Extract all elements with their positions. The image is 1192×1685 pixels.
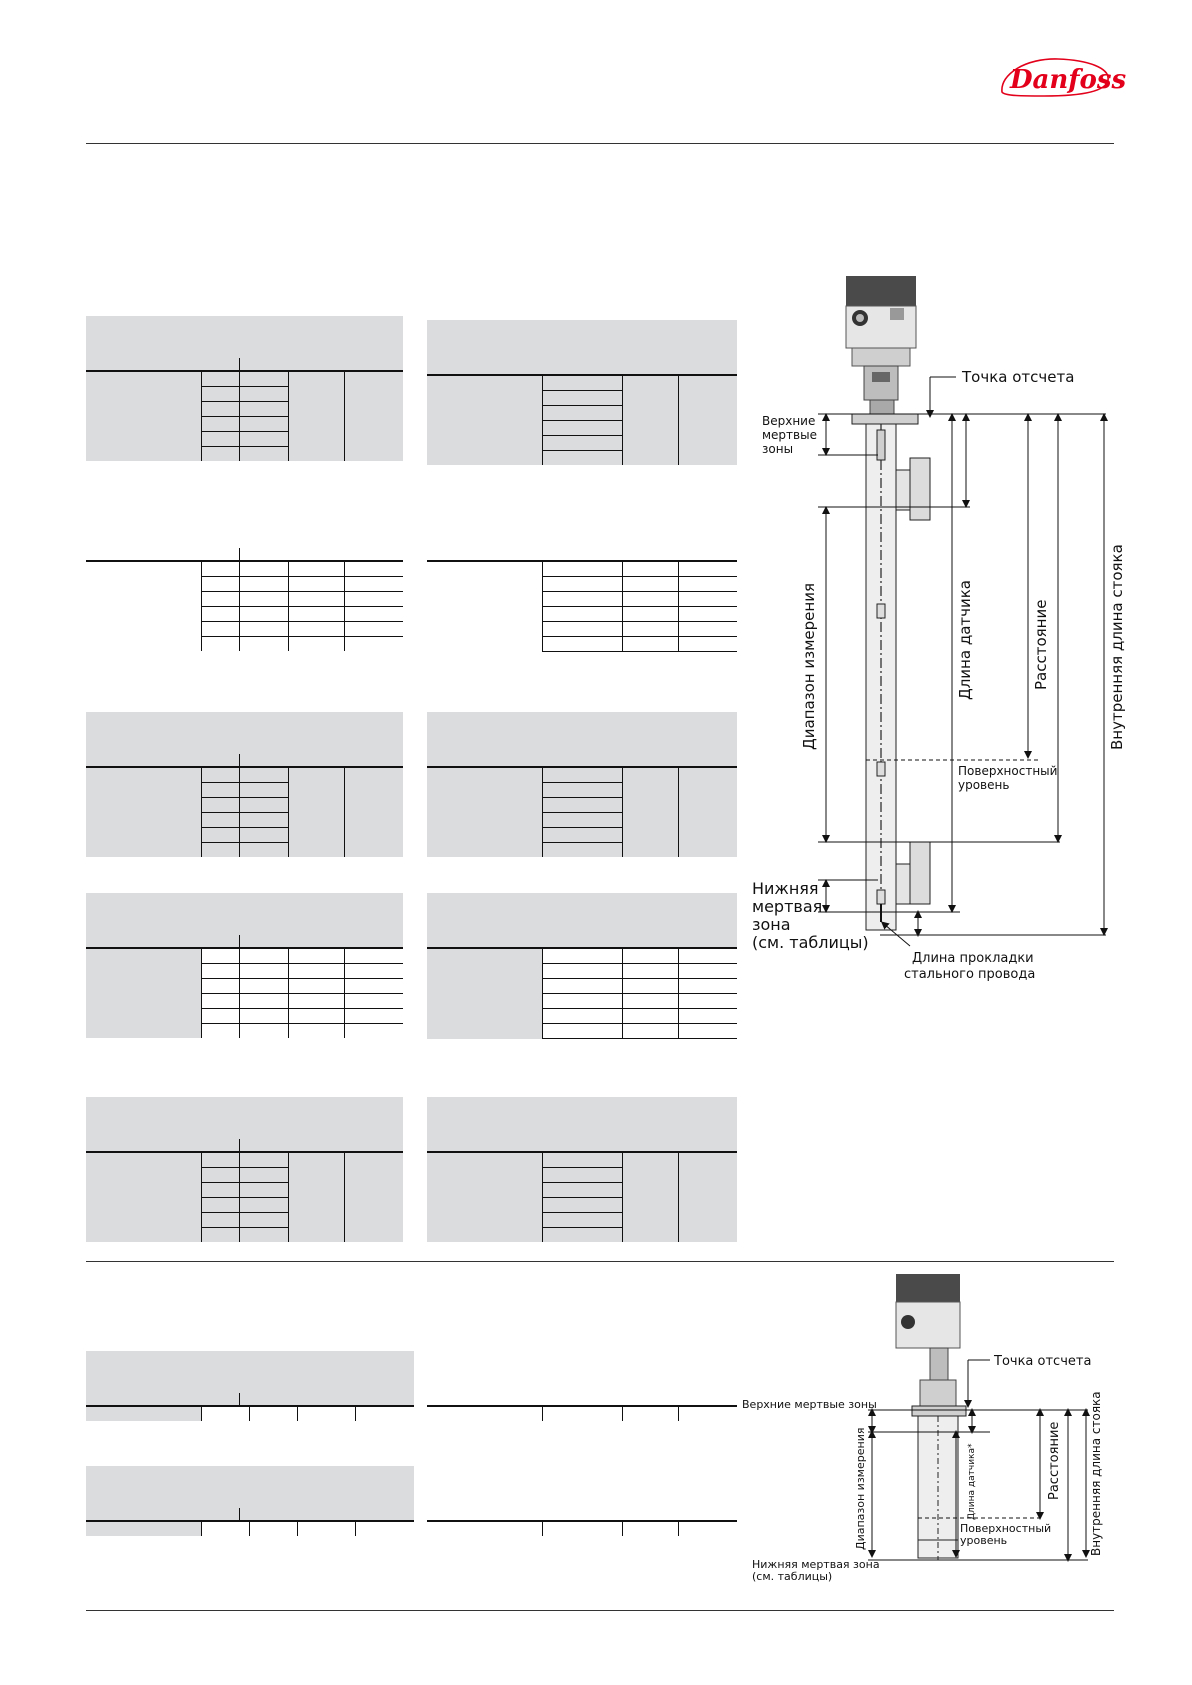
svg-text:Нижняя мертвая зона: Нижняя мертвая зона — [752, 1558, 880, 1571]
svg-text:Длина прокладки: Длина прокладки — [912, 951, 1034, 966]
svg-text:Расстояние: Расстояние — [1047, 1421, 1062, 1500]
dead-zone-table-5b — [427, 1097, 737, 1242]
dead-zone-table-3b — [427, 712, 737, 857]
svg-text:уровень: уровень — [958, 778, 1010, 792]
danfoss-logo — [996, 52, 1127, 102]
header-rule — [86, 143, 1114, 144]
rod-table-1b — [427, 1351, 737, 1421]
svg-text:(см. таблицы): (см. таблицы) — [752, 933, 869, 952]
section-divider — [86, 1261, 1114, 1262]
footer-rule — [86, 1610, 1114, 1611]
svg-text:мертвые: мертвые — [762, 428, 817, 442]
dead-zone-table-1b — [427, 320, 737, 465]
rod-table-1a — [86, 1351, 414, 1421]
svg-text:зона: зона — [752, 915, 791, 934]
dead-zone-table-5a — [86, 1097, 403, 1242]
standpipe — [866, 424, 930, 930]
svg-text:Нижняя: Нижняя — [752, 879, 819, 898]
dead-zone-table-1a — [86, 316, 403, 461]
dead-zone-table-2b — [427, 506, 737, 652]
svg-text:Верхние мертвые зоны: Верхние мертвые зоны — [742, 1398, 877, 1411]
svg-text:Внутренняя длина стояка: Внутренняя длина стояка — [1108, 544, 1126, 750]
svg-text:Диапазон измерения: Диапазон измерения — [800, 583, 818, 750]
svg-text:Длина датчика: Длина датчика — [956, 580, 974, 700]
rod-table-2a — [86, 1466, 414, 1536]
reference-flange — [852, 414, 918, 424]
svg-text:Поверхностный: Поверхностный — [960, 1522, 1052, 1535]
svg-text:Danfoss: Danfoss — [1010, 65, 1127, 95]
dead-zone-table-4b — [427, 893, 737, 1039]
svg-text:Точка отсчета: Точка отсчета — [994, 1354, 1092, 1369]
reference-flange-small — [912, 1406, 966, 1416]
svg-text:Расстояние: Расстояние — [1032, 599, 1050, 690]
probe-rod — [877, 424, 885, 922]
dead-zone-table-3a — [86, 712, 403, 857]
transmitter-head — [846, 276, 916, 414]
standpipe-small — [918, 1416, 958, 1540]
svg-text:уровень: уровень — [960, 1534, 1008, 1547]
svg-text:Точка отсчета: Точка отсчета — [962, 368, 1075, 386]
svg-text:Диапазон измерения: Диапазон измерения — [854, 1427, 867, 1550]
svg-text:Внутренняя длина стояка: Внутренняя длина стояка — [1089, 1391, 1103, 1556]
svg-text:зоны: зоны — [762, 442, 794, 456]
transmitter-head-small — [896, 1274, 960, 1406]
svg-text:Длина датчика*: Длина датчика* — [967, 1443, 977, 1520]
svg-text:(см. таблицы): (см. таблицы) — [752, 1570, 833, 1583]
dead-zone-table-4a — [86, 893, 403, 1038]
svg-text:Верхние: Верхние — [762, 414, 816, 428]
svg-text:мертвая: мертвая — [752, 897, 823, 916]
dead-zone-table-2a — [86, 506, 403, 651]
svg-text:Поверхностный: Поверхностный — [958, 764, 1058, 778]
svg-text:стального провода: стального провода — [904, 967, 1036, 982]
rod-table-2b — [427, 1466, 737, 1536]
